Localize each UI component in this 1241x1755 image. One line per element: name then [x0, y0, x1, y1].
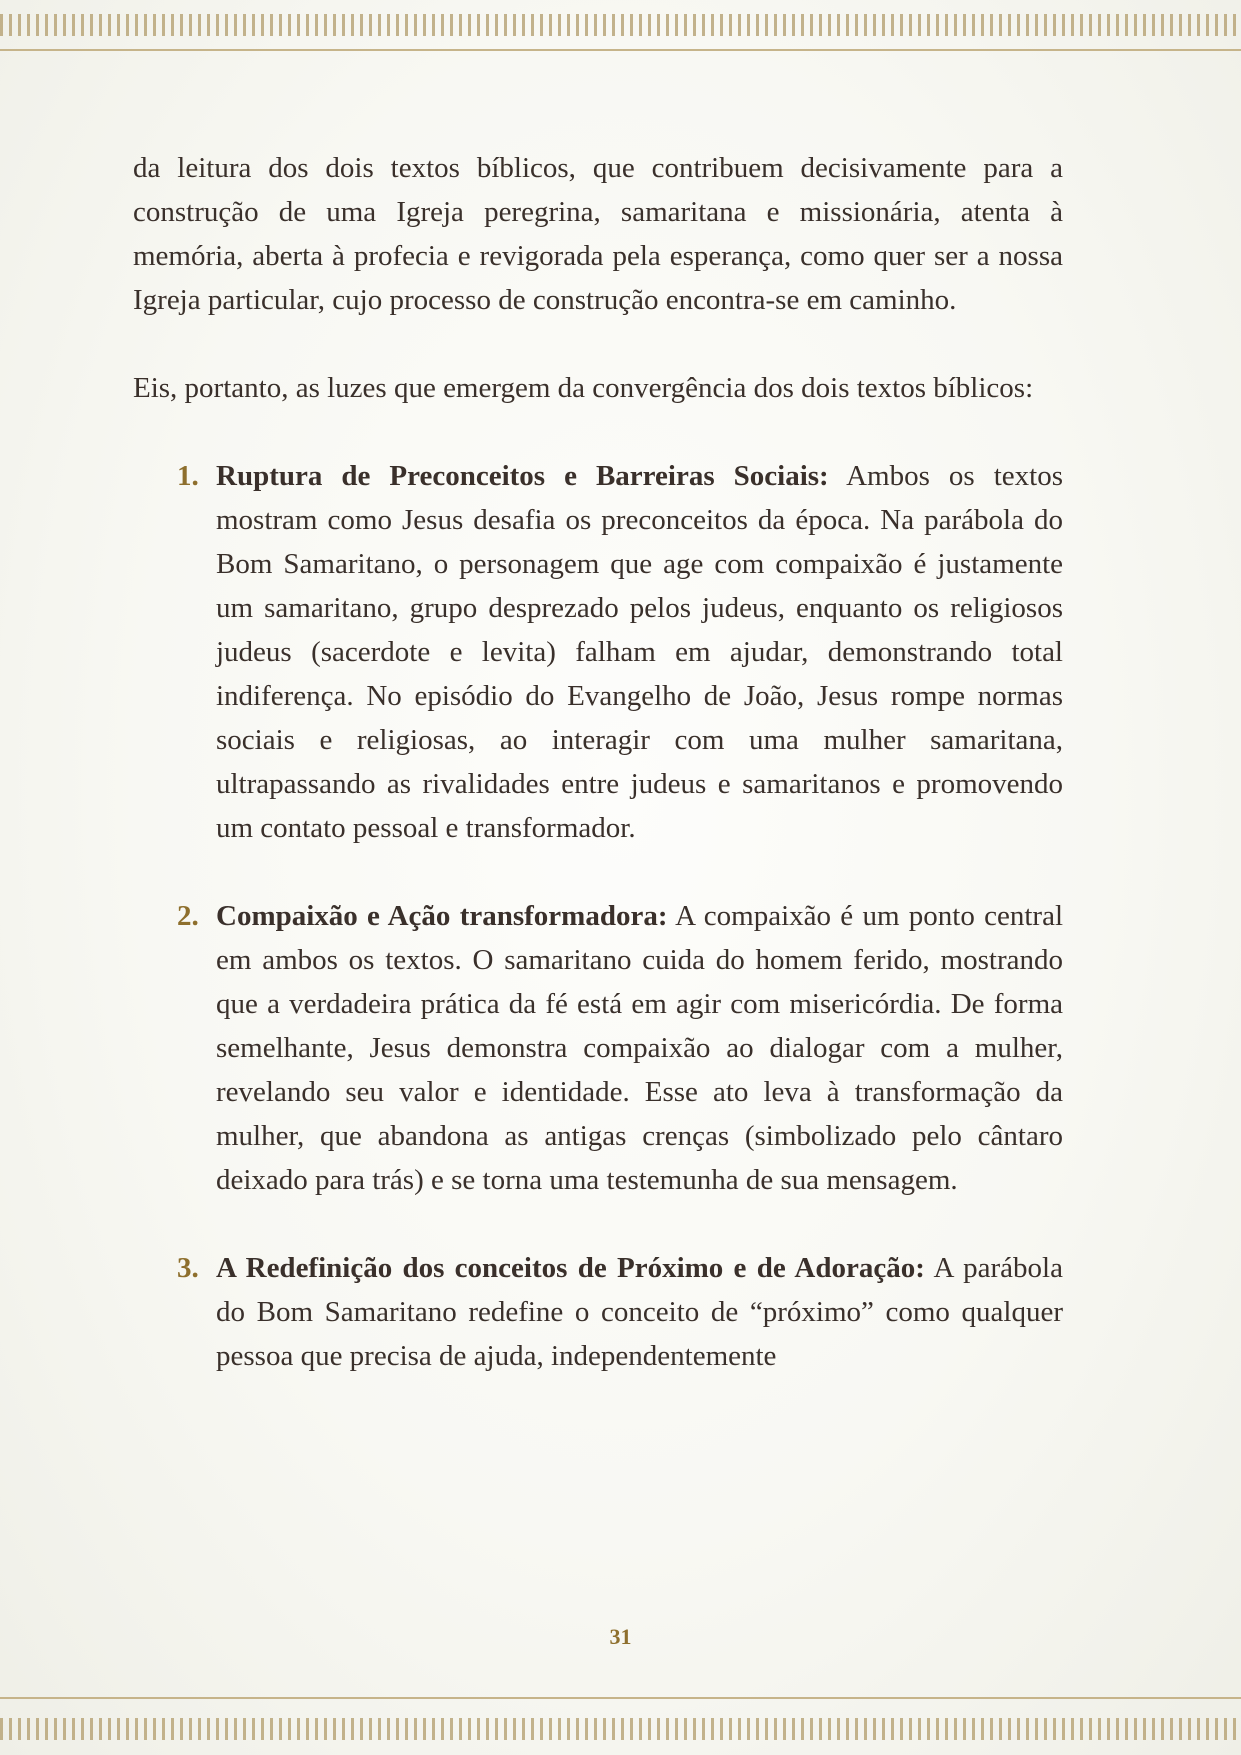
- bottom-decorative-border: [0, 1718, 1241, 1740]
- page-number: 31: [609, 1624, 632, 1649]
- page-content: [133, 146, 1063, 1378]
- list-item: [133, 894, 1063, 1202]
- top-decorative-border: [0, 14, 1241, 36]
- list-item-title: Ruptura de Preconceitos e Barreiras Sociais:: [216, 460, 829, 492]
- list-item: [133, 1246, 1063, 1378]
- list-item-text: Ambos os textos mostram como Jesus desafia os preconceitos da época. Na parábola do Bom Samaritano, o personagem que age com compaixão é justamente um samaritano, grupo desprezado pelos judeus, enquanto os religiosos judeus (sacerdote e levita) falham em ajudar, demonstrando total indiferença. No episódio do Evangelho de João, Jesus rompe normas sociais e religiosas, ao interagir com uma mulher samaritana, ultrapassando as rivalidades entre judeus e samaritanos e promovendo um contato pessoal e transformador.: [216, 460, 1063, 844]
- list-item: [133, 454, 1063, 850]
- list-item-number: 2.: [177, 900, 199, 932]
- list-item-text: A compaixão é um ponto central em ambos os textos. O samaritano cuida do homem ferido, mostrando que a verdadeira prática da fé está em agir com misericórdia. De forma semelhante, Jesus demonstra compaixão ao dialogar com a mulher, revelando seu valor e identidade. Esse ato leva à transformação da mulher, que abandona as antigas crenças (simbolizado pelo cântaro deixado para trás) e se torna uma testemunha de sua mensagem.: [216, 900, 1064, 1196]
- list-item-number: 1.: [177, 460, 199, 492]
- list-item-title: Compaixão e Ação transformadora:: [216, 900, 668, 932]
- bottom-divider-line: [0, 1697, 1241, 1699]
- list-item-text: A parábola do Bom Samaritano redefine o conceito de “próximo” como qualquer pessoa que precisa de ajuda, independentemente: [216, 1252, 1063, 1372]
- list-item-number: 3.: [177, 1252, 199, 1284]
- lead-paragraph: Eis, portanto, as luzes que emergem da convergência dos dois textos bíblicos:: [133, 372, 1034, 404]
- intro-paragraph: da leitura dos dois textos bíblicos, que contribuem decisivamente para a construção de uma Igreja peregrina, samaritana e missionária, atenta à memória, aberta à profecia e revigorada pela esperança, como quer ser a nossa Igreja particular, cujo processo de construção encontra-se em caminho.: [133, 152, 1063, 316]
- top-divider-line: [0, 49, 1241, 51]
- numbered-list: [133, 454, 1063, 1378]
- list-item-title: A Redefinição dos conceitos de Próximo e de Adoração:: [216, 1252, 925, 1284]
